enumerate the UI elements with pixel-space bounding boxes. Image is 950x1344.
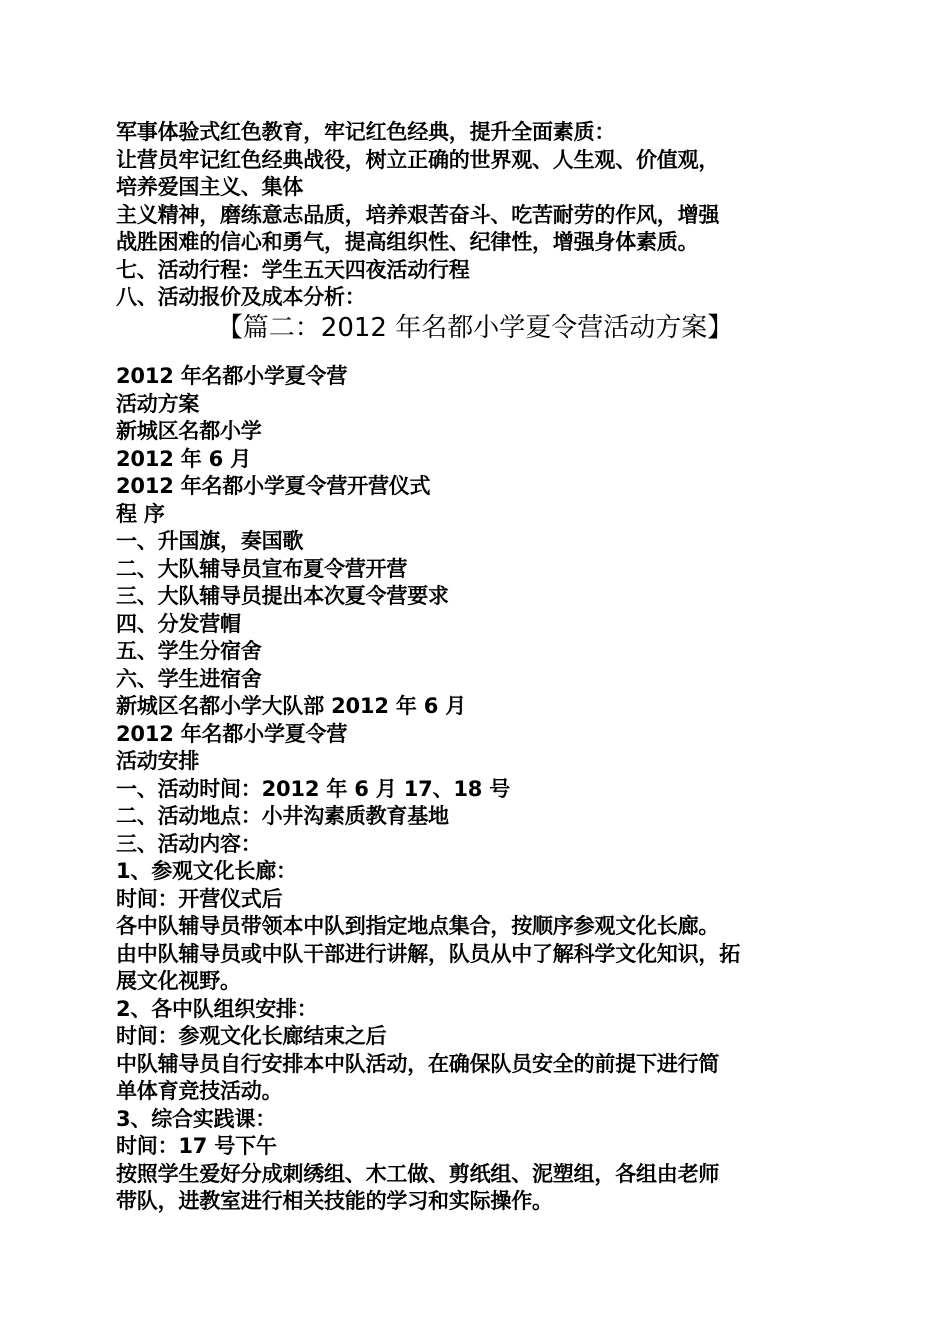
- text-line: 六、学生进宿舍: [116, 667, 262, 691]
- text-line: 二、大队辅导员宣布夏令营开营: [116, 557, 408, 581]
- section-title: 【篇二：2012 年名都小学夏令营活动方案】: [216, 313, 734, 343]
- text-line: 2012 年名都小学夏令营开营仪式: [116, 474, 431, 498]
- text-line: 2012 年名都小学夏令营: [116, 364, 348, 388]
- text-line: 各中队辅导员带领本中队到指定地点集合，按顺序参观文化长廊。: [116, 914, 720, 938]
- text-line: 时间：17 号下午: [116, 1134, 277, 1158]
- text-line: 三、大队辅导员提出本次夏令营要求: [116, 584, 449, 608]
- text-line: 时间：开营仪式后: [116, 887, 283, 911]
- text-line: 展文化视野。: [116, 969, 241, 993]
- text-line: 2012 年名都小学夏令营: [116, 722, 348, 746]
- text-line: 3、综合实践课：: [116, 1107, 277, 1131]
- text-line: 1、参观文化长廊：: [116, 859, 297, 883]
- text-line: 让营员牢记红色经典战役，树立正确的世界观、人生观、价值观，: [116, 148, 720, 172]
- text-line: 时间：参观文化长廊结束之后: [116, 1024, 387, 1048]
- text-line: 2012 年 6 月: [116, 447, 251, 471]
- text-line: 一、升国旗，奏国歌: [116, 529, 304, 553]
- text-line: 新城区名都小学: [116, 419, 262, 443]
- text-line: 一、活动时间：2012 年 6 月 17、18 号: [116, 777, 511, 801]
- text-line: 战胜困难的信心和勇气，提高组织性、纪律性，增强身体素质。: [116, 230, 699, 254]
- text-line: 程 序: [116, 502, 165, 526]
- text-line: 八、活动报价及成本分析：: [116, 285, 366, 309]
- text-line: 带队，进教室进行相关技能的学习和实际操作。: [116, 1189, 553, 1213]
- text-line: 军事体验式红色教育，牢记红色经典，提升全面素质：: [116, 120, 616, 144]
- text-line: 主义精神，磨练意志品质，培养艰苦奋斗、吃苦耐劳的作风，增强: [116, 203, 720, 227]
- text-line: 活动安排: [116, 749, 200, 773]
- text-line: 新城区名都小学大队部 2012 年 6 月: [116, 694, 467, 718]
- text-line: 五、学生分宿舍: [116, 639, 262, 663]
- text-line: 按照学生爱好分成刺绣组、木工做、剪纸组、泥塑组，各组由老师: [116, 1162, 720, 1186]
- text-line: 七、活动行程：学生五天四夜活动行程: [116, 258, 470, 282]
- text-line: 三、活动内容：: [116, 832, 262, 856]
- text-line: 单体育竞技活动。: [116, 1079, 283, 1103]
- text-line: 二、活动地点：小井沟素质教育基地: [116, 804, 449, 828]
- text-line: 四、分发营帽: [116, 612, 241, 636]
- text-line: 中队辅导员自行安排本中队活动，在确保队员安全的前提下进行简: [116, 1052, 720, 1076]
- text-line: 活动方案: [116, 392, 200, 416]
- text-line: 2、各中队组织安排：: [116, 997, 318, 1021]
- text-line: 由中队辅导员或中队干部进行讲解，队员从中了解科学文化知识，拓: [116, 942, 740, 966]
- text-line: 培养爱国主义、集体: [116, 175, 304, 199]
